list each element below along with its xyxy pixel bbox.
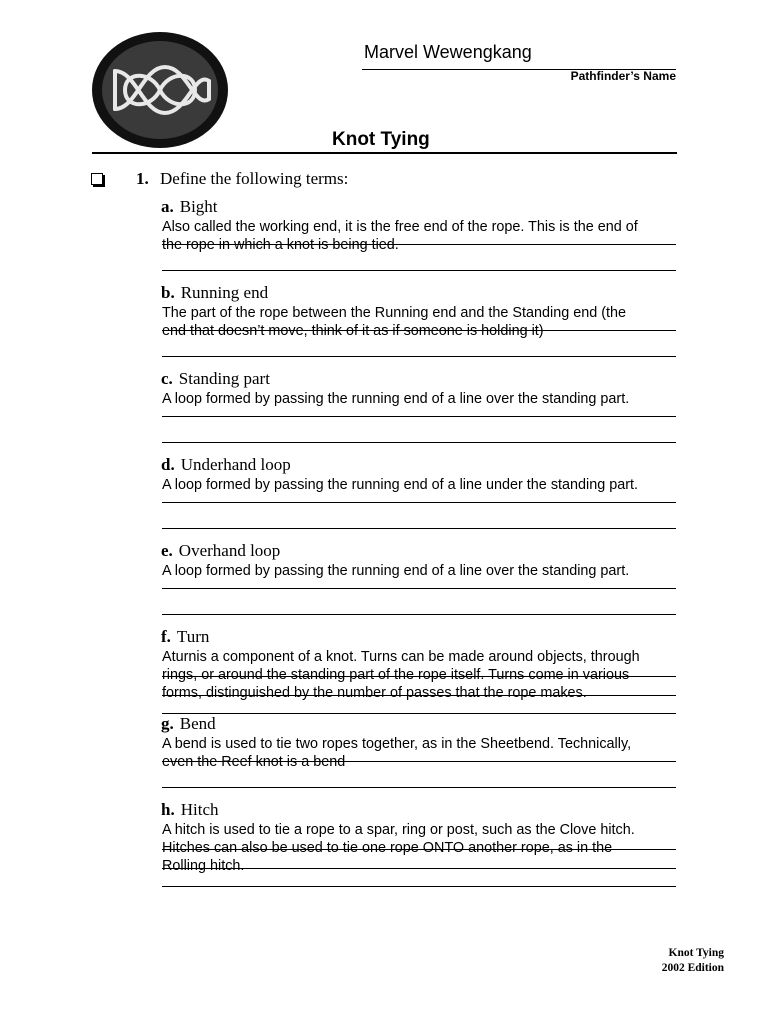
term-heading: [161, 369, 270, 389]
answer-text: A loop formed by passing the running end of a line over the standing part.: [162, 391, 630, 407]
term-word: Bight: [179, 197, 218, 216]
answer-text: forms, distinguished by the number of passes that the rope makes.: [162, 685, 587, 701]
pathfinder-name-value: Marvel Wewengkang: [364, 42, 532, 62]
answer-line[interactable]: [162, 442, 676, 443]
answer-text: A bend is used to tie two ropes together, as in the Sheetbend. Technically,: [162, 736, 632, 752]
term-heading: [161, 197, 218, 217]
pathfinder-name-caption: Pathfinder’s Name: [570, 69, 676, 83]
term-heading: [161, 283, 268, 303]
page-title: Knot Tying: [332, 129, 430, 150]
term-letter: g.: [161, 714, 174, 733]
answer-text: The part of the rope between the Running end and the Standing end (the: [162, 305, 627, 321]
term-word: Hitch: [180, 800, 219, 819]
answer-text: end that doesn’t move, think of it as if someone is holding it): [162, 323, 544, 339]
answer-text: Also called the working end, it is the free end of the rope. This is the end of: [162, 219, 638, 235]
answer-line[interactable]: [162, 528, 676, 529]
term-heading: [161, 800, 219, 820]
question-checkbox[interactable]: [91, 173, 103, 185]
term-letter: b.: [161, 283, 175, 302]
answer-text: Rolling hitch.: [162, 858, 245, 874]
term-letter: f.: [161, 627, 171, 646]
term-word: Running end: [180, 283, 269, 302]
answer-text: Aturnis a component of a knot. Turns can be made around objects, through: [162, 649, 640, 665]
answer-line[interactable]: [162, 886, 676, 887]
footer: [662, 946, 724, 976]
term-heading: [161, 455, 291, 475]
answer-text: the rope in which a knot is being tied.: [162, 237, 399, 253]
term-letter: a.: [161, 197, 174, 216]
term-word: Standing part: [178, 369, 270, 388]
answer-text: even the Reef knot is a bend: [162, 754, 346, 770]
footer-title: Knot Tying: [668, 947, 724, 959]
term-heading: [161, 714, 216, 734]
term-letter: c.: [161, 369, 173, 388]
footer-edition: 2002 Edition: [661, 962, 724, 974]
answer-line[interactable]: [162, 713, 676, 714]
term-letter: d.: [161, 455, 175, 474]
answer-line[interactable]: [162, 270, 676, 271]
term-letter: e.: [161, 541, 173, 560]
term-word: Overhand loop: [178, 541, 281, 560]
term-word: Underhand loop: [180, 455, 291, 474]
answer-line[interactable]: [162, 416, 676, 417]
question-prompt: Define the following terms:: [160, 169, 349, 188]
answer-text: A hitch is used to tie a rope to a spar, ring or post, such as the Clove hitch.: [162, 822, 635, 838]
answer-line[interactable]: [162, 614, 676, 615]
term-word: Turn: [176, 627, 210, 646]
term-heading: [161, 627, 209, 647]
term-heading: [161, 541, 280, 561]
title-divider: [92, 152, 677, 154]
answer-line[interactable]: [162, 787, 676, 788]
answer-line[interactable]: [162, 588, 676, 589]
answer-line[interactable]: [162, 502, 676, 503]
answer-text: A loop formed by passing the running end of a line over the standing part.: [162, 563, 630, 579]
answer-text: rings, or around the standing part of the rope itself. Turns come in various: [162, 667, 630, 683]
term-word: Bend: [179, 714, 216, 733]
answer-line[interactable]: [162, 356, 676, 357]
answer-text: A loop formed by passing the running end of a line under the standing part.: [162, 477, 639, 493]
answer-text: Hitches can also be used to tie one rope ONTO another rope, as in the: [162, 840, 613, 856]
knot-tying-badge-icon: [91, 31, 229, 149]
term-letter: h.: [161, 800, 175, 819]
question-number: 1.: [136, 169, 149, 188]
